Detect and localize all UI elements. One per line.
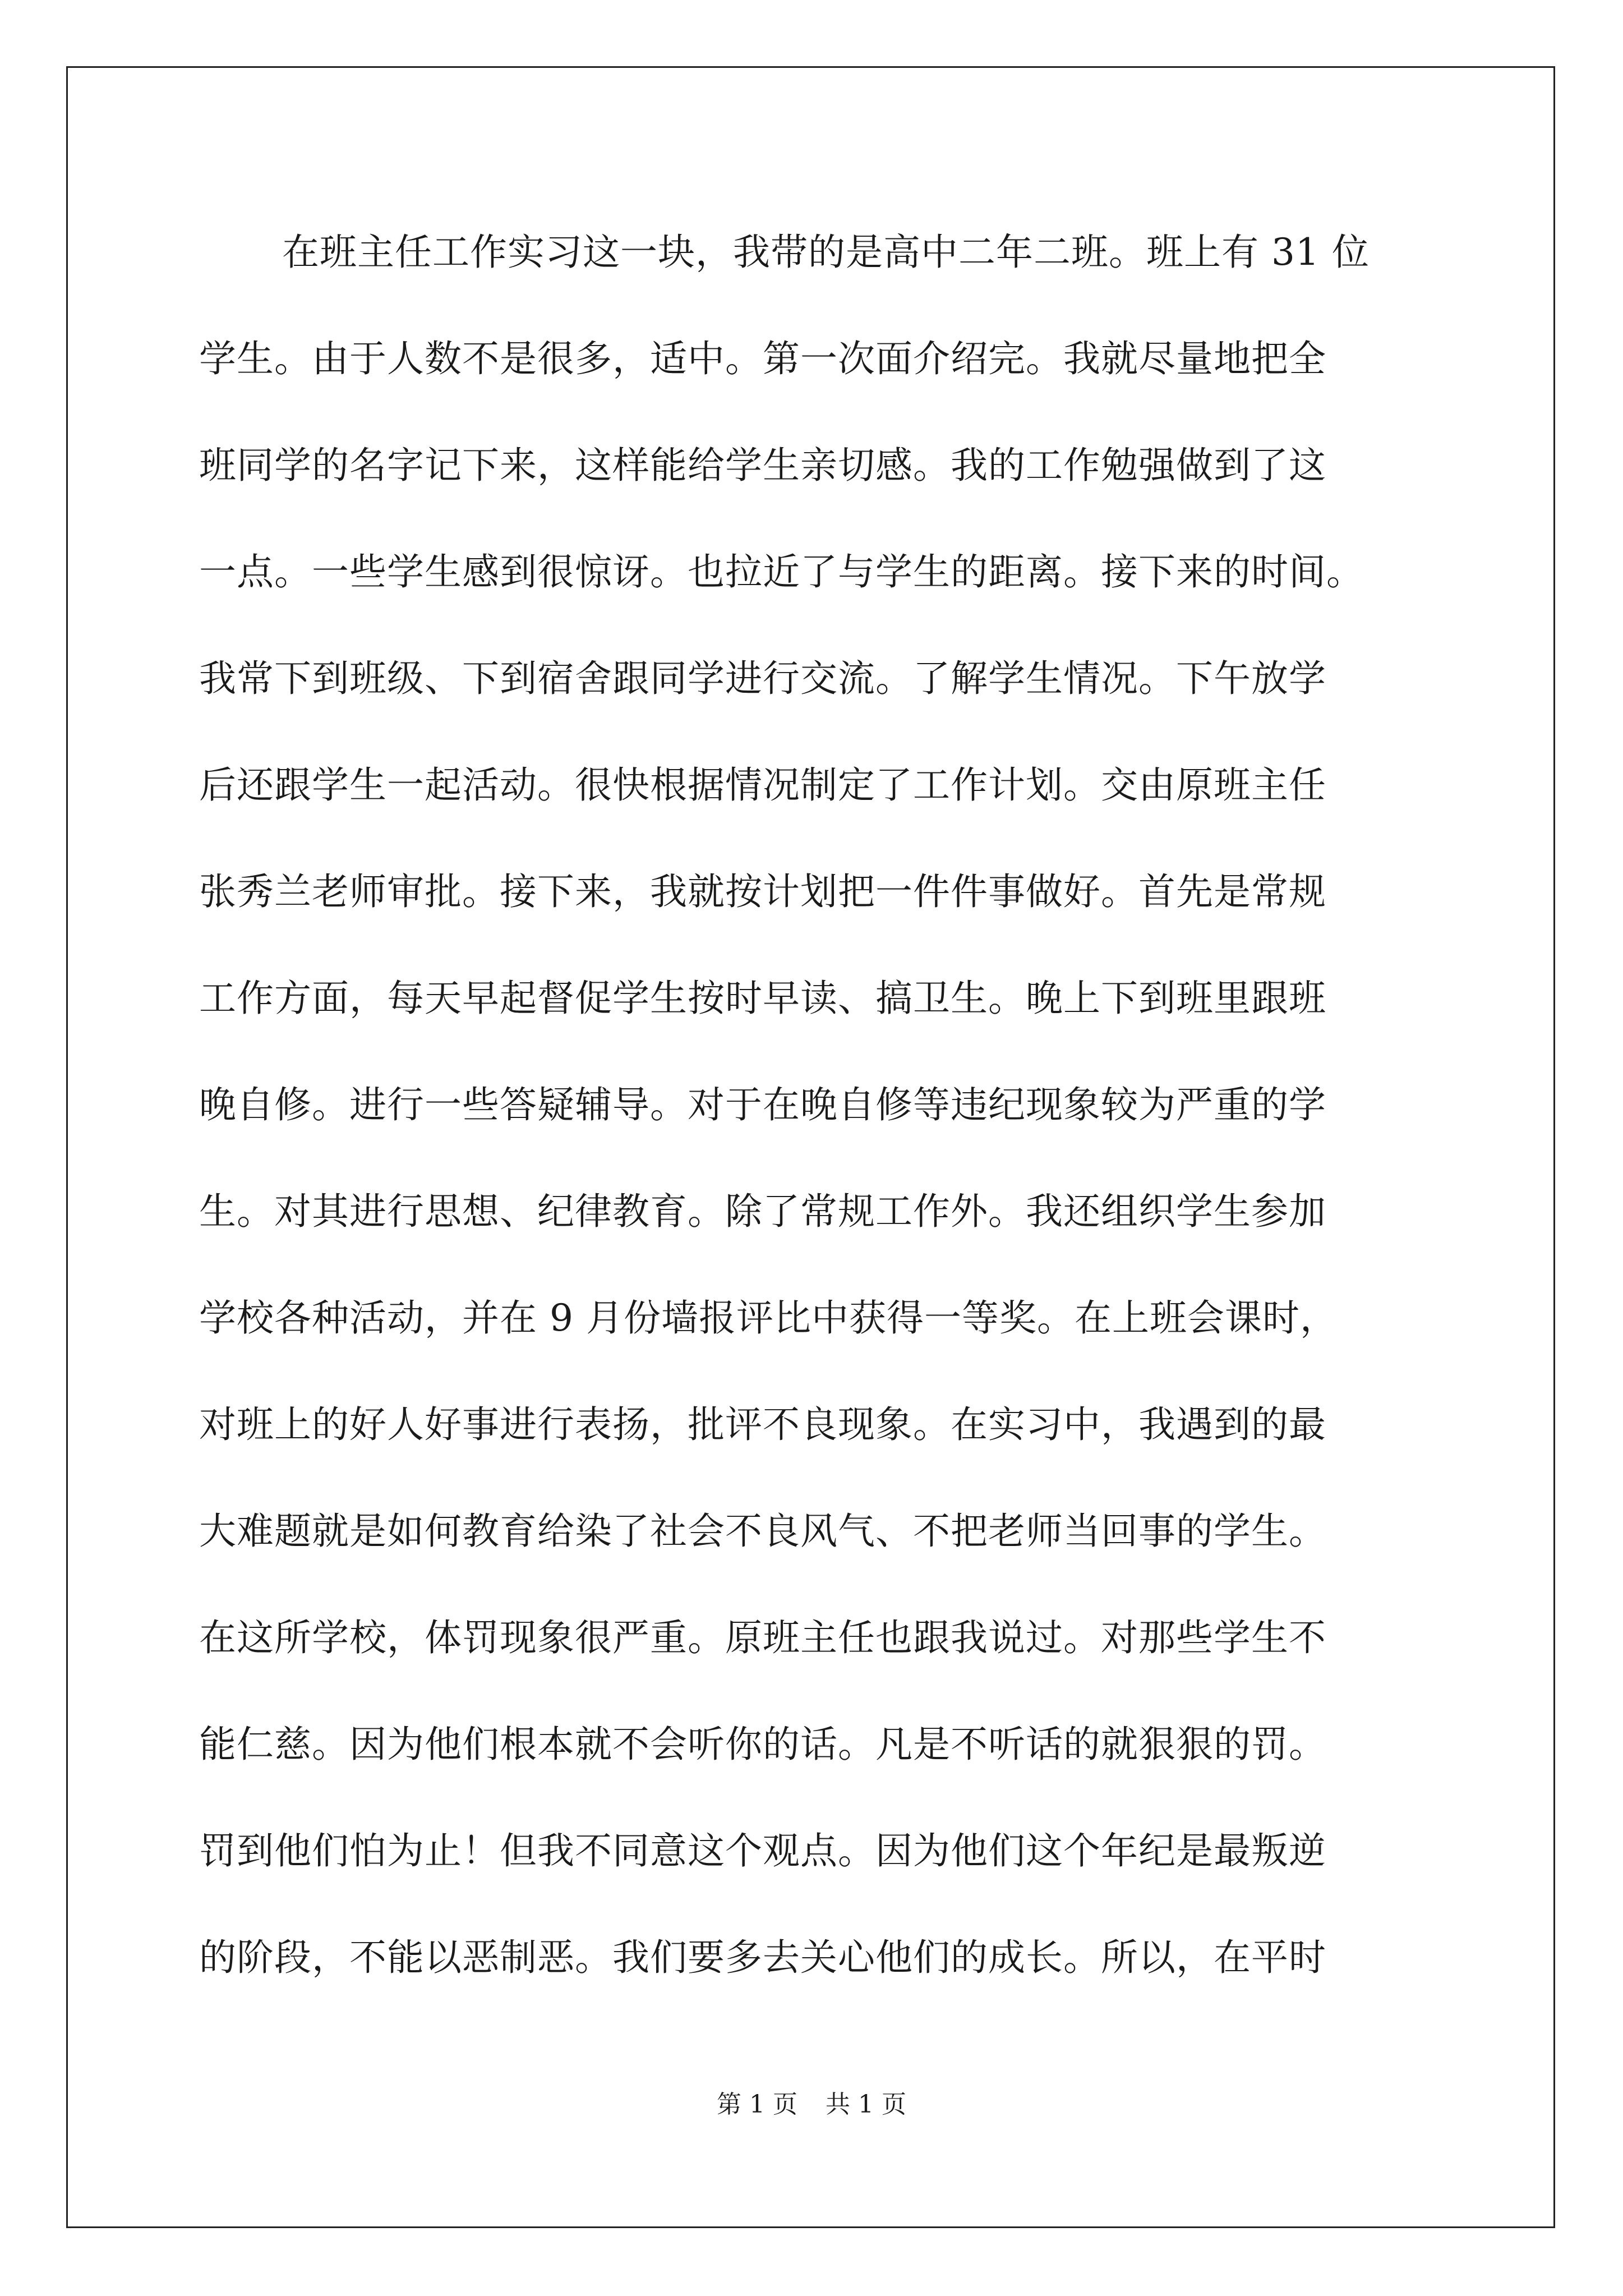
document-body xyxy=(199,219,1447,2031)
text-line: 一点。一些学生感到很惊讶。也拉近了与学生的距离。接下来的时间。 xyxy=(199,550,1364,593)
text-line: 的阶段，不能以恶制恶。我们要多去关心他们的成长。所以，在平时 xyxy=(199,1936,1326,1979)
text-line: 晚自修。进行一些答疑辅导。对于在晚自修等违纪现象较为严重的学 xyxy=(199,1083,1326,1126)
text-line: 工作方面，每天早起督促学生按时早读、搞卫生。晚上下到班里跟班 xyxy=(199,977,1326,1020)
text-line: 大难题就是如何教育给染了社会不良风气、不把老师当回事的学生。 xyxy=(199,1510,1326,1553)
text-line: 学校各种活动，并在 9 月份墙报评比中获得一等奖。在上班会课时， xyxy=(199,1296,1338,1340)
text-line: 我常下到班级、下到宿舍跟同学进行交流。了解学生情况。下午放学 xyxy=(199,657,1326,700)
text-line: 在班主任工作实习这一块，我带的是高中二年二班。班上有 31 位 xyxy=(282,231,1370,274)
text-line: 在这所学校，体罚现象很严重。原班主任也跟我说过。对那些学生不 xyxy=(199,1616,1326,1659)
text-line: 张秀兰老师审批。接下来，我就按计划把一件件事做好。首先是常规 xyxy=(199,870,1326,913)
text-line: 罚到他们怕为止！但我不同意这个观点。因为他们这个年纪是最叛逆 xyxy=(199,1829,1326,1872)
text-line: 学生。由于人数不是很多，适中。第一次面介绍完。我就尽量地把全 xyxy=(199,337,1326,380)
page-footer xyxy=(0,2088,1623,2122)
page-number: 第 1 页 xyxy=(717,2090,797,2119)
text-line: 生。对其进行思想、纪律教育。除了常规工作外。我还组织学生参加 xyxy=(199,1190,1326,1233)
page-total: 共 1 页 xyxy=(826,2090,906,2119)
text-line: 后还跟学生一起活动。很快根据情况制定了工作计划。交由原班主任 xyxy=(199,763,1326,807)
text-line: 班同学的名字记下来，这样能给学生亲切感。我的工作勉强做到了这 xyxy=(199,444,1326,487)
text-line: 对班上的好人好事进行表扬，批评不良现象。在实习中，我遇到的最 xyxy=(199,1403,1326,1446)
text-line: 能仁慈。因为他们根本就不会听你的话。凡是不听话的就狠狠的罚。 xyxy=(199,1723,1326,1766)
